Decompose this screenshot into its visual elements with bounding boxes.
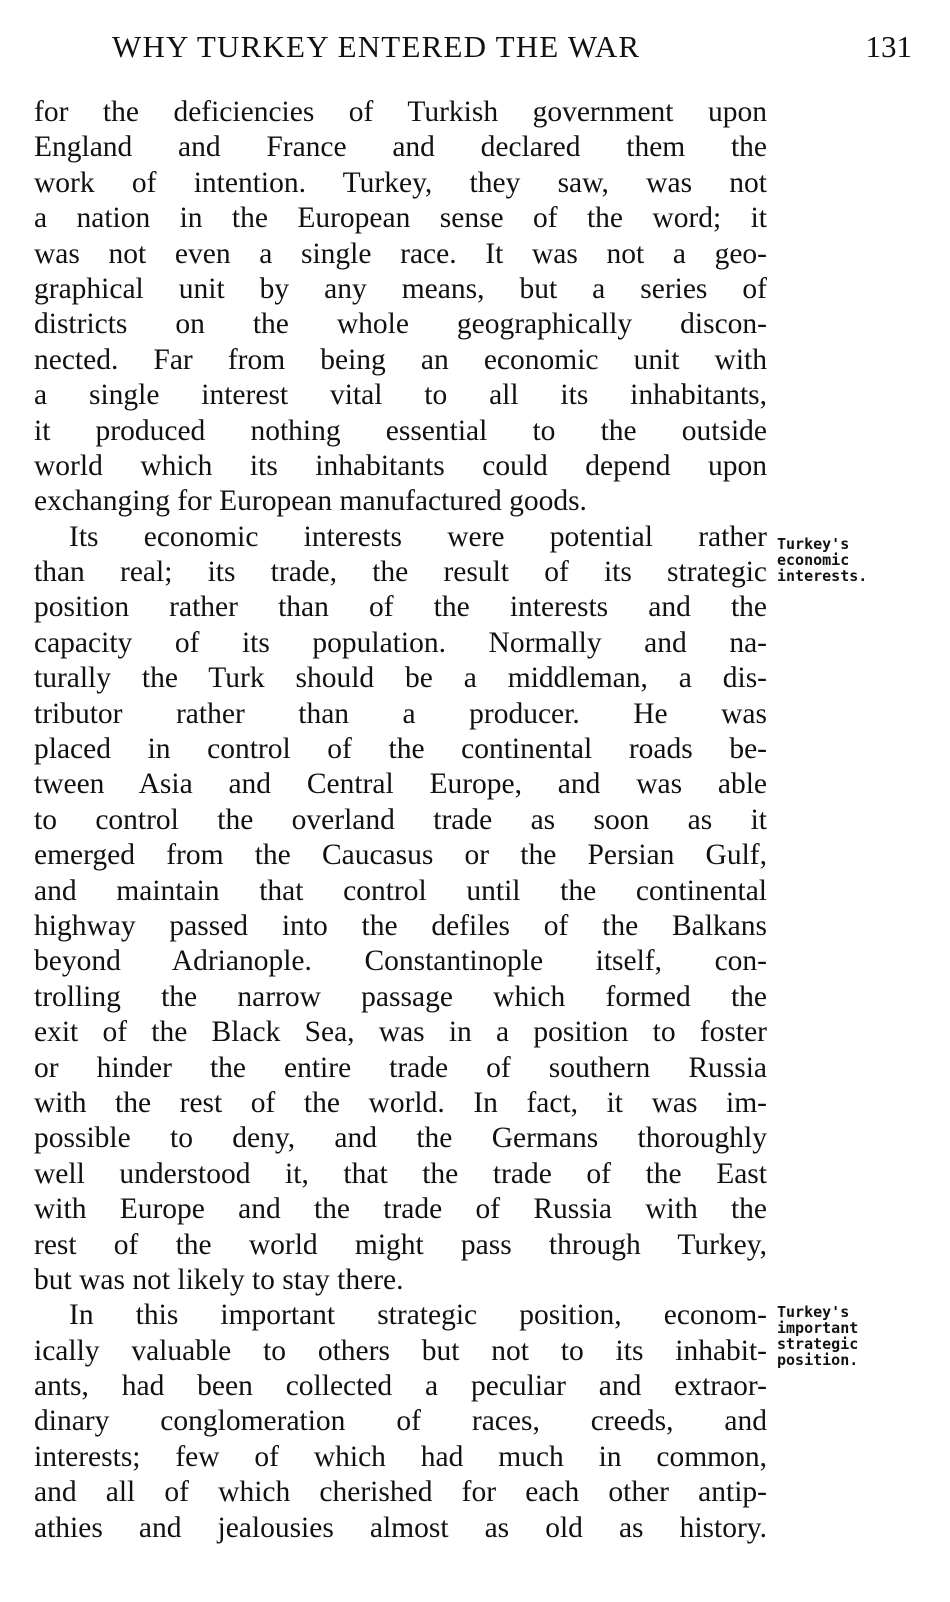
text-line: well understood it, that the trade of the East — [34, 1157, 767, 1190]
text-line: it produced nothing essential to the outside — [34, 414, 767, 447]
text-line: a nation in the European sense of the word; it — [34, 202, 767, 235]
body-text — [34, 95, 767, 1546]
text-line: trolling the narrow passage which formed the — [34, 980, 767, 1013]
running-head-title: WHY TURKEY ENTERED THE WAR — [112, 29, 641, 64]
text-line: and maintain that control until the continental — [34, 874, 767, 907]
text-line: interests; few of which had much in common, — [34, 1440, 767, 1473]
text-line: rest of the world might pass through Turkey, — [34, 1228, 767, 1261]
page-number: 131 — [865, 29, 912, 64]
text-line: Its economic interests were potential rather — [69, 520, 767, 553]
text-line: tween Asia and Central Europe, and was able — [34, 768, 767, 801]
marginal-note-line: interests. — [777, 567, 868, 585]
text-line: was not even a single race. It was not a geo- — [34, 237, 767, 270]
text-line: world which its inhabitants could depend upon — [34, 449, 767, 482]
text-line: ically valuable to others but not to its inhabit- — [34, 1334, 767, 1367]
text-line: England and France and declared them the — [34, 131, 767, 164]
text-line: with the rest of the world. In fact, it was im- — [34, 1086, 767, 1119]
text-line: dinary conglomeration of races, creeds, and — [34, 1405, 767, 1438]
text-line: to control the overland trade as soon as it — [34, 803, 767, 836]
text-line: possible to deny, and the Germans thoroughly — [34, 1122, 767, 1155]
text-line: and all of which cherished for each other antip- — [34, 1476, 767, 1509]
text-line: athies and jealousies almost as old as history. — [34, 1511, 767, 1544]
text-line: highway passed into the defiles of the Balkans — [34, 909, 767, 942]
text-line: for the deficiencies of Turkish government upon — [34, 96, 767, 128]
marginal-note-economic-interests — [777, 536, 867, 584]
text-line: districts on the whole geographically discon- — [34, 308, 767, 341]
text-line: with Europe and the trade of Russia with the — [34, 1193, 767, 1226]
text-line: ants, had been collected a peculiar and extraor- — [34, 1370, 767, 1403]
text-line: emerged from the Caucasus or the Persian Gulf, — [34, 839, 767, 872]
text-line: graphical unit by any means, but a series of — [34, 272, 767, 305]
marginal-note-line: economic — [777, 551, 850, 569]
marginal-note-line: important — [777, 1319, 859, 1337]
marginal-note-line: position. — [777, 1351, 859, 1369]
text-line: beyond Adrianople. Constantinople itself, con- — [34, 945, 767, 978]
text-line: exit of the Black Sea, was in a position to foster — [34, 1016, 767, 1049]
marginal-note-line: Turkey's — [777, 1303, 850, 1321]
text-line: nected. Far from being an economic unit with — [34, 343, 767, 376]
text-line: a single interest vital to all its inhabitants, — [34, 379, 767, 412]
text-line: In this important strategic position, econom- — [69, 1299, 767, 1332]
text-line: or hinder the entire trade of southern Russia — [34, 1051, 767, 1084]
text-line: but was not likely to stay there. — [34, 1263, 404, 1296]
text-line: capacity of its population. Normally and na- — [34, 626, 767, 659]
text-line: exchanging for European manufactured goods. — [34, 485, 587, 518]
text-line: turally the Turk should be a middleman, a dis- — [34, 662, 767, 695]
marginal-note-strategic-position — [777, 1304, 858, 1368]
text-line: than real; its trade, the result of its strategic — [34, 556, 767, 589]
text-line: work of intention. Turkey, they saw, was not — [34, 166, 767, 199]
running-head — [112, 28, 912, 66]
marginal-note-line: Turkey's — [777, 535, 850, 553]
text-line: placed in control of the continental roads be- — [34, 733, 767, 766]
text-line: tributor rather than a producer. He was — [34, 697, 767, 730]
marginal-note-line: strategic — [777, 1335, 859, 1353]
text-line: position rather than of the interests and the — [34, 591, 767, 624]
